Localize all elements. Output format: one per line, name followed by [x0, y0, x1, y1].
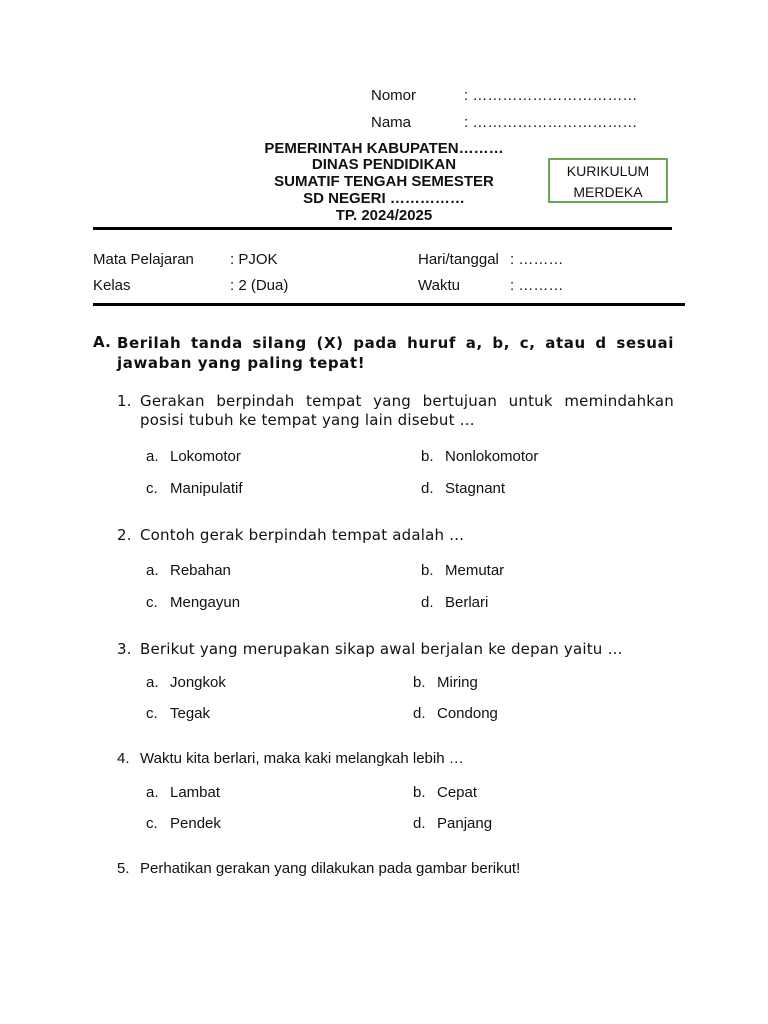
option-letter: a.	[146, 562, 159, 579]
option-letter: a.	[146, 448, 159, 465]
time-value: : ………	[510, 277, 564, 294]
header-government: PEMERINTAH KABUPATEN………	[264, 140, 504, 157]
option-letter: a.	[146, 784, 159, 801]
question-number: 2.	[117, 526, 132, 544]
header-department: DINAS PENDIDIKAN	[311, 156, 457, 173]
question-number: 5.	[117, 860, 130, 877]
option-text: Jongkok	[170, 674, 226, 691]
question-text: Berikut yang merupakan sikap awal berjalan ke depan yaitu …	[140, 640, 623, 658]
option-text: Manipulatif	[170, 480, 243, 497]
option-text: Nonlokomotor	[445, 448, 539, 465]
curriculum-badge	[548, 158, 668, 203]
question-text: Perhatikan gerakan yang dilakukan pada gambar berikut!	[140, 860, 521, 877]
question-text: Contoh gerak berpindah tempat adalah …	[140, 526, 465, 544]
nama-value: : ……………………………	[464, 114, 638, 131]
nomor-value: : ……………………………	[464, 87, 638, 104]
header-school-year: TP. 2024/2025	[335, 207, 433, 224]
option-letter: b.	[413, 784, 426, 801]
option-text: Memutar	[445, 562, 505, 579]
subject-label: Mata Pelajaran	[93, 251, 194, 268]
option-letter: d.	[413, 705, 426, 722]
option-text: Cepat	[437, 784, 478, 801]
option-text: Pendek	[170, 815, 221, 832]
section-instruction: Berilah tanda silang (X) pada huruf a, b, c, atau d sesuai jawaban yang paling tepat!	[117, 334, 674, 372]
option-letter: d.	[413, 815, 426, 832]
question-number: 3.	[117, 640, 132, 658]
question-number: 1.	[117, 392, 132, 410]
nama-label: Nama	[371, 114, 412, 131]
question-text: Gerakan berpindah tempat yang bertujuan untuk memindahkan posisi tubuh ke tempat yang lain disebut …	[140, 392, 674, 429]
option-text: Lambat	[170, 784, 221, 801]
option-letter: c.	[146, 705, 158, 722]
option-text: Panjang	[437, 815, 493, 832]
nomor-label: Nomor	[371, 87, 417, 104]
class-label: Kelas	[93, 277, 131, 294]
class-value: : 2 (Dua)	[230, 277, 289, 294]
date-label: Hari/tanggal	[418, 251, 499, 268]
option-letter: c.	[146, 815, 158, 832]
option-letter: d.	[421, 480, 434, 497]
option-text: Mengayun	[170, 594, 241, 611]
header-exam-title: SUMATIF TENGAH SEMESTER	[274, 173, 494, 190]
subject-value: : PJOK	[230, 251, 278, 268]
info-divider	[93, 303, 685, 306]
option-text: Stagnant	[445, 480, 506, 497]
question-text: Waktu kita berlari, maka kaki melangkah lebih …	[140, 750, 464, 767]
option-text: Tegak	[170, 705, 211, 722]
option-letter: b.	[413, 674, 426, 691]
curriculum-badge-line2: MERDEKA	[573, 184, 643, 200]
question-number: 4.	[117, 750, 130, 767]
option-letter: d.	[421, 594, 434, 611]
section-letter: A.	[93, 333, 111, 351]
option-letter: a.	[146, 674, 159, 691]
curriculum-badge-line1: KURIKULUM	[566, 163, 650, 179]
option-letter: c.	[146, 480, 158, 497]
option-text: Condong	[437, 705, 498, 722]
header-divider	[93, 227, 672, 230]
date-value: : ………	[510, 251, 564, 268]
option-text: Berlari	[445, 594, 489, 611]
option-letter: b.	[421, 562, 434, 579]
exam-header	[240, 141, 528, 225]
option-text: Rebahan	[170, 562, 231, 579]
option-text: Lokomotor	[170, 448, 241, 465]
option-letter: c.	[146, 594, 158, 611]
header-school: SD NEGERI ……………	[303, 190, 465, 207]
option-text: Miring	[437, 674, 478, 691]
time-label: Waktu	[418, 277, 460, 294]
option-letter: b.	[421, 448, 434, 465]
